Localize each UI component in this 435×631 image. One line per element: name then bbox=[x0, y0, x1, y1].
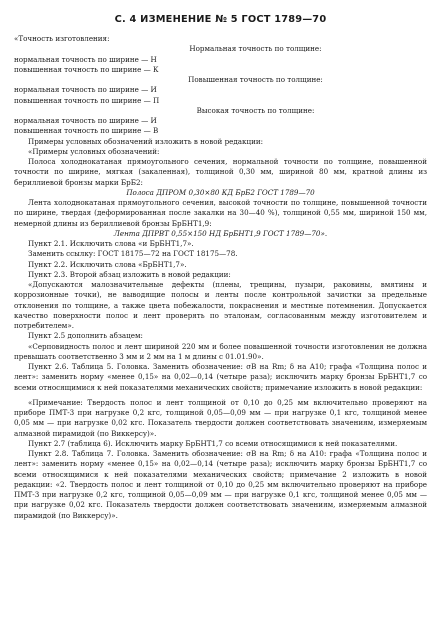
paragraph: Заменить ссылку: ГОСТ 18175—72 на ГОСТ 18175—78. bbox=[28, 249, 238, 259]
paragraph: «Серповидность полос и лент шириной 220 мм и более повышенной точности изготовления не должна превышать соответственно 3 мм и 2 мм на 1 м длины с 01.01.90». bbox=[14, 341, 427, 361]
paragraph: Пункт 2.7 (таблица 6). Исключить марку БрБНТ1,7 со всеми относящимися к ней показателями. bbox=[28, 438, 398, 448]
precision-item: нормальная точность по ширине — Н bbox=[14, 54, 157, 64]
precision-subheading-increased: Повышенная точность по толщине: bbox=[188, 75, 323, 84]
precision-item: повышенная точность по ширине — П bbox=[14, 95, 160, 105]
precision-subheading-normal: Нормальная точность по толщине: bbox=[189, 44, 322, 54]
paragraph: «Примеры условных обозначений: bbox=[28, 146, 160, 156]
precision-item: повышенная точность по ширине — В bbox=[14, 126, 159, 136]
precision-item: повышенная точность по ширине — К bbox=[14, 64, 159, 74]
precision-item: нормальная точность по ширине — И bbox=[14, 116, 157, 125]
paragraph: Лента холоднокатаная прямоугольного сечения, высокой точности по толщине, повышенной точности по ширине, твердая (деформированная после закалки на 30—40 %), толщиной 0,55 мм, шириной 150 мм, немерной длины из бериллиевой бронзы БрБНТ1,9: bbox=[14, 198, 427, 228]
paragraph: Пункт 2.6. Таблица 5. Головка. Заменить обозначение: σB на Rm; δ на A10; графа «Толщина полос и лент»: заменить норму «менее 0,15» на 0,02—0,14 (четыре раза); исключить марку бронзы БрБНТ1,7 со всеми относящимися к ней показателями механических свойств; примечание изложить в новой редакции: bbox=[14, 362, 427, 392]
designation-example: Полоса ДПРОМ 0,30×80 КД БрБ2 ГОСТ 1789—70 bbox=[126, 187, 315, 197]
paragraph: Пункт 2.1. Исключить слова «и БрБНТ1,7». bbox=[28, 239, 194, 248]
paragraph: Пункт 2.2. Исключить слова «БрБНТ1,7». bbox=[28, 259, 187, 269]
precision-heading: «Точность изготовления: bbox=[14, 34, 110, 43]
paragraph: Пункт 2.8. Таблица 7. Головка. Заменить обозначение: σB на Rm; δ на A10: графа «Толщина полос и лент»: заменить норму «менее 0,15» на 0,02—0,14 (четыре раза); исключить марку бронзы БрБНТ1,7 со всеми относящимися к ней показателями механических свойств; примечание 2 изложить в новой редакции: «2. Твердость полос и лент толщиной от 0,10 до 0,25 мм включительно проверяют на приборе ПМТ-3 при нагрузке 0,2 кгс, толщиной 0,05—0,09 мм — при нагрузке 0,1 кгс, толщиной менее 0,05 мм — при нагрузке 0,02 кгс. Показатель твердости должен соответствовать значениям, измеряемым алмазной пирамидой (по Виккерсу)». bbox=[14, 449, 427, 520]
paragraph: Пункт 2.3. Второй абзац изложить в новой редакции: bbox=[28, 269, 231, 279]
paragraph: Полоса холоднокатаная прямоугольного сечения, нормальной точности по толщине, повышенной точности по ширине, мягкая (закаленная), толщиной 0,30 мм, шириной 80 мм, кратной длины из бериллиевой бронзы марки БрБ2: bbox=[14, 157, 427, 187]
precision-item: нормальная точность по ширине — И bbox=[14, 85, 157, 95]
precision-subheading-high: Высокая точность по толщине: bbox=[196, 105, 315, 115]
designation-example: Лента ДПРВТ 0,55×150 НД БрБНТ1,9 ГОСТ 1789—70». bbox=[113, 228, 328, 238]
page-header: С. 4 ИЗМЕНЕНИЕ № 5 ГОСТ 1789—70 bbox=[114, 14, 327, 25]
document-body bbox=[14, 34, 427, 521]
paragraph: Примеры условных обозначений изложить в новой редакции: bbox=[28, 136, 264, 146]
paragraph: «Допускаются малозначительные дефекты (плены, трещины, пузыри, раковины, вмятины и коррозионные точки), не выводящие полосы и ленты после контрольной зачистки за предельные отклонения по толщине, а также цвета побежалости, покраснения и местные потемнения. Допускается качество поверхности полос и лент проверять по эталонам, согласованным между изготовителем и потребителем». bbox=[14, 280, 427, 330]
paragraph: Пункт 2.5 дополнить абзацем: bbox=[28, 331, 143, 341]
note-paragraph: «Примечание: Твердость полос и лент толщиной от 0,10 до 0,25 мм включительно проверяют на приборе ПМТ-3 при нагрузке 0,2 кгс, толщиной 0,05—0,09 мм — при нагрузке 0,1 кгс, толщиной менее 0,05 мм — при нагрузке 0,02 кгс. Показатель твердости должен соответствовать значениям, измеряемым алмазной пирамидой (по Виккерсу)». bbox=[14, 397, 427, 438]
